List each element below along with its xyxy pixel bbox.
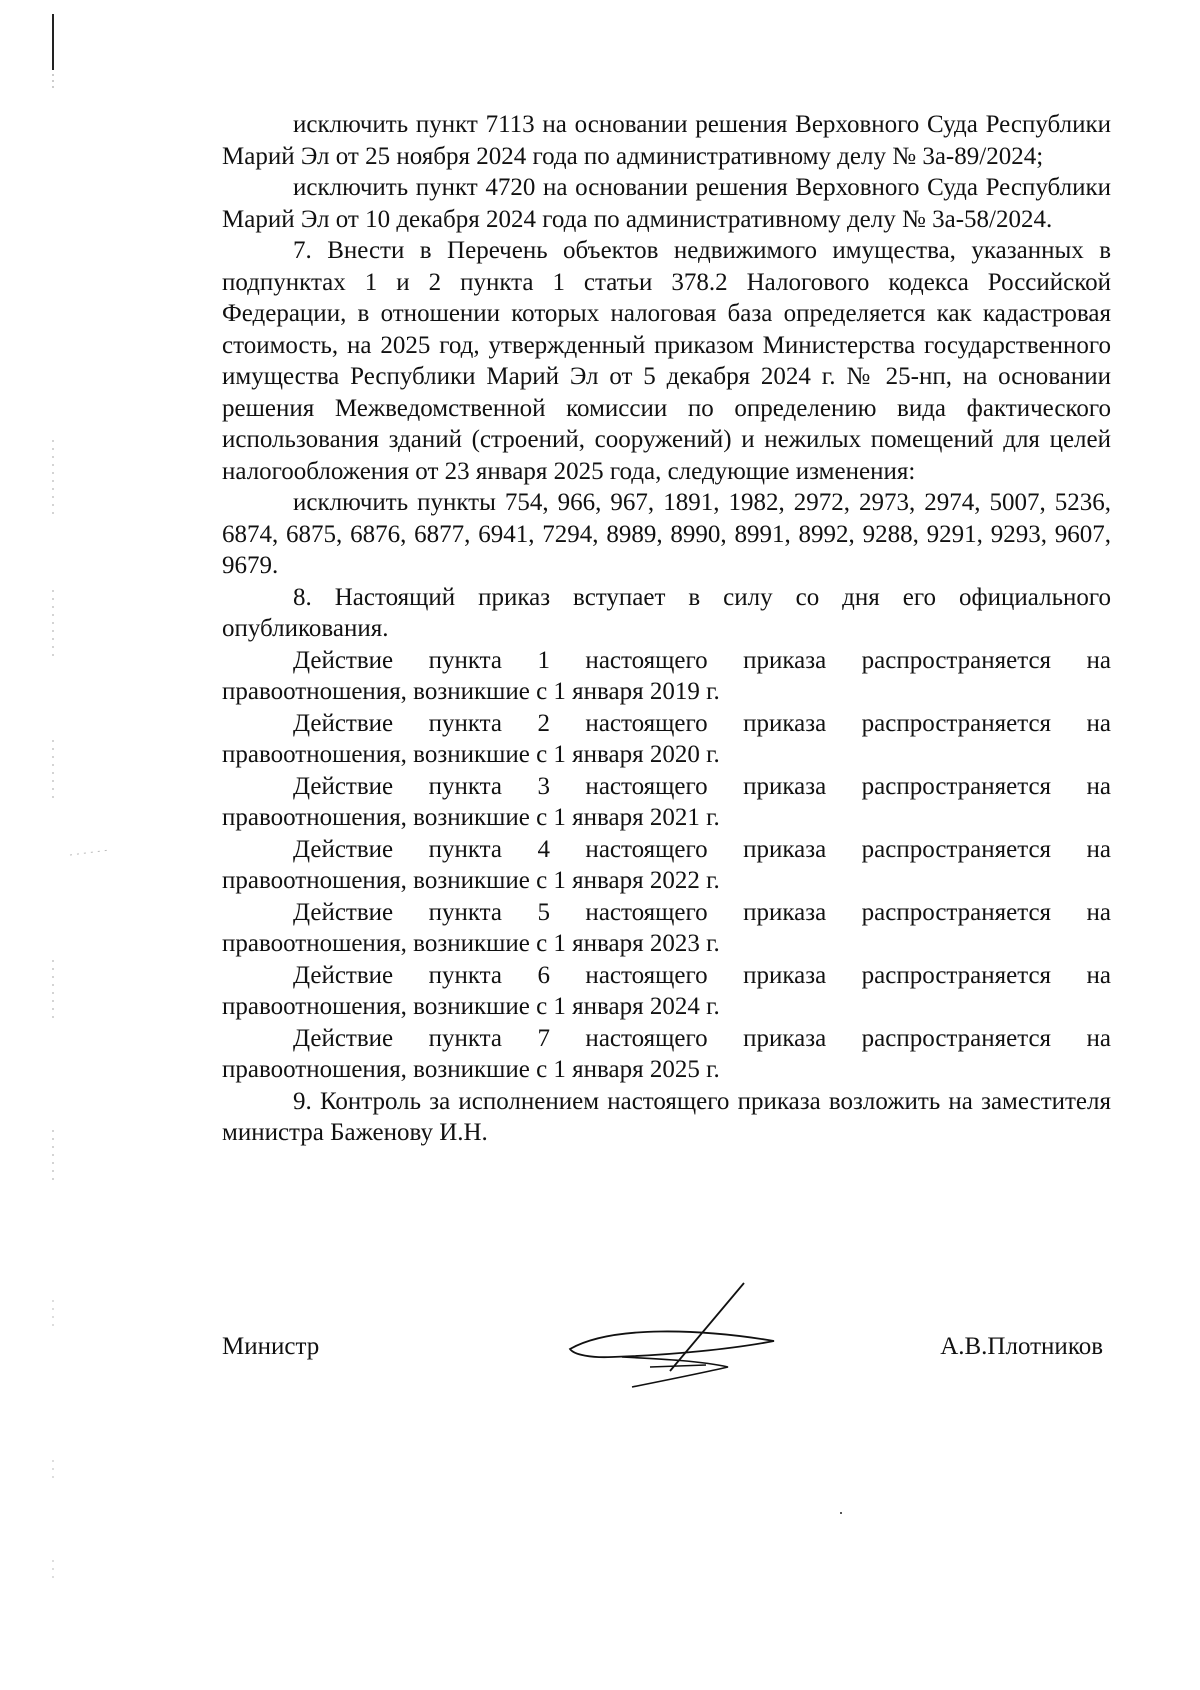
signature-block — [222, 1275, 1111, 1395]
paragraph-exclude-list: исключить пункты 754, 966, 967, 1891, 1982, 2972, 2973, 2974, 5007, 5236, 6874, 6875, 6876, 6877, 6941, 7294, 8989, 8990, 8991, 8992, 9288, 9291, 9293, 9607, 9679. — [222, 489, 1111, 579]
paragraph-effect-item-6: Действие пункта 6 настоящего приказа распространяется на правоотношения, возникшие с 1 января 2024 г. — [222, 961, 1111, 1020]
signatory-name: А.В.Плотников — [940, 1333, 1103, 1360]
scan-margin-marks — [0, 0, 120, 1690]
paragraph-exclude-7113: исключить пункт 7113 на основании решения Верховного Суда Республики Марий Эл от 25 ноября 2024 года по административному делу № 3а-89/2024; — [222, 111, 1111, 170]
paragraph-effect-item-4: Действие пункта 4 настоящего приказа распространяется на правоотношения, возникшие с 1 января 2022 г. — [222, 835, 1111, 894]
paragraph-item-7: 7. Внести в Перечень объектов недвижимого имущества, указанных в подпунктах 1 и 2 пункта 1 статьи 378.2 Налогового кодекса Российской Федерации, в отношении которых налоговая база определяется как кадастровая стоимость, на 2025 год, утвержденный приказом Министерства государственного имущества Республики Марий Эл от 5 декабря 2024 г. № 25-нп, на основании решения Межведомственной комиссии по определению вида фактического использования зданий (строений, сооружений) и нежилых помещений для целей налогообложения от 23 января 2025 года, следующие изменения: — [222, 237, 1111, 485]
paragraph-effect-item-2: Действие пункта 2 настоящего приказа распространяется на правоотношения, возникшие с 1 января 2020 г. — [222, 709, 1111, 768]
paragraph-exclude-4720: исключить пункт 4720 на основании решения Верховного Суда Республики Марий Эл от 10 декабря 2024 года по административному делу № 3а-58/2024. — [222, 174, 1111, 233]
paragraph-item-9: 9. Контроль за исполнением настоящего приказа возложить на заместителя министра Баженову И.Н. — [222, 1087, 1111, 1146]
paragraph-effect-item-7: Действие пункта 7 настоящего приказа распространяется на правоотношения, возникшие с 1 января 2025 г. — [222, 1024, 1111, 1083]
paragraph-effect-item-1: Действие пункта 1 настоящего приказа распространяется на правоотношения, возникшие с 1 января 2019 г. — [222, 646, 1111, 705]
paragraph-item-8: 8. Настоящий приказ вступает в силу со дня его официального опубликования. — [222, 583, 1111, 642]
signatory-role: Министр — [222, 1333, 320, 1360]
paragraph-effect-item-3: Действие пункта 3 настоящего приказа распространяется на правоотношения, возникшие с 1 января 2021 г. — [222, 772, 1111, 831]
document-body — [222, 109, 1111, 1149]
handwritten-signature — [552, 1275, 792, 1395]
paragraph-effect-item-5: Действие пункта 5 настоящего приказа распространяется на правоотношения, возникшие с 1 января 2023 г. — [222, 898, 1111, 957]
scan-speck — [840, 1512, 842, 1514]
